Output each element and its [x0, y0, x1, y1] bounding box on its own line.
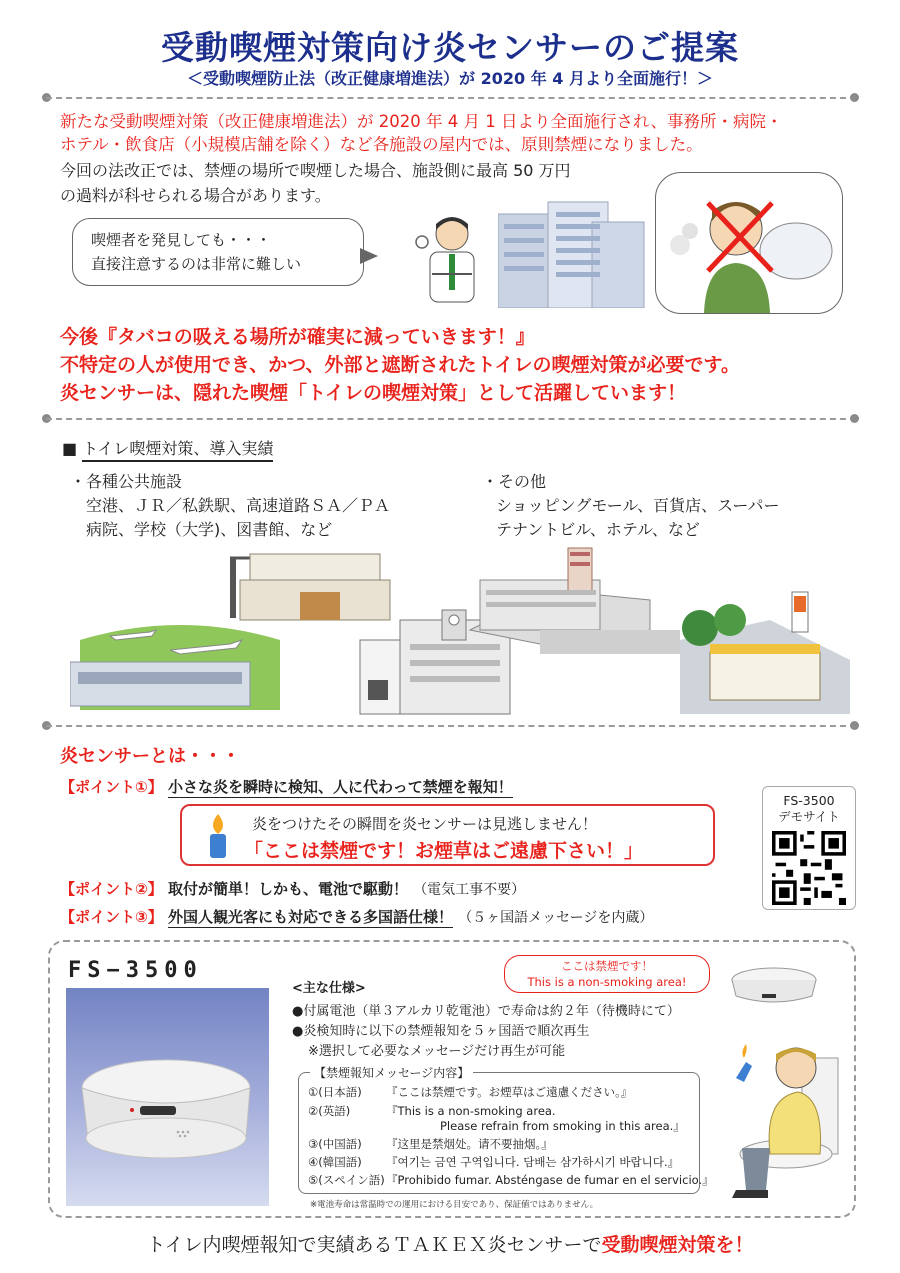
message-lang: ③(中国語) — [308, 1137, 362, 1151]
message-lang: ⑤(スペイン語) — [308, 1173, 385, 1187]
speech-bubble — [72, 218, 364, 286]
track-record-heading — [62, 436, 273, 459]
spec-line: ※選択して必要なメッセージだけ再生が可能 — [308, 1044, 566, 1059]
intro-body-line: 今回の法改正では、禁煙の場所で喫煙した場合、施設側に最高 50 万円 — [60, 161, 571, 180]
point-2-note: （電気工事不要） — [413, 882, 526, 898]
speech-bubble-tail — [360, 248, 378, 264]
public-facilities — [70, 470, 390, 542]
divider-dot — [850, 93, 859, 102]
message-text: 『This is a non-smoking area. — [386, 1104, 556, 1118]
alarm-line-1: 炎をつけたその瞬間を炎センサーは見逃しません！ — [252, 815, 598, 833]
spec-line: ●付属電池（単３アルカリ乾電池）で寿命は約２年（待機時にて） — [292, 1004, 680, 1019]
smoker-crossed-illustration — [656, 173, 842, 313]
other-line: ショッピングモール、百貨店、スーパー — [496, 496, 780, 515]
other-line: テナントビル、ホテル、など — [496, 520, 700, 539]
spec-line: ●炎検知時に以下の禁煙報知を５ヶ国語で順次再生 — [292, 1024, 590, 1039]
product-photo — [66, 988, 269, 1206]
point-1 — [60, 776, 513, 797]
about-heading: 炎センサーとは・・・ — [60, 746, 240, 767]
point-3-label: 【ポイント③】 — [60, 908, 163, 926]
airport-illustration — [70, 625, 280, 710]
divider-dot — [850, 721, 859, 730]
smoke-detector-image — [66, 988, 269, 1206]
divider — [46, 725, 856, 727]
message-text: 『ここは禁煙です。お煙草はご遠慮ください。』 — [386, 1085, 633, 1099]
emphasis-line: 炎センサーは、隠れた喫煙「トイレの喫煙対策」として活躍しています！ — [60, 382, 687, 404]
qr-subtitle: デモサイト — [778, 809, 840, 824]
message-lang: ④(韓国語) — [308, 1155, 362, 1169]
point-3-note: （５ヶ国語メッセージを内蔵） — [458, 910, 654, 926]
facility-illustrations — [70, 540, 850, 720]
point-2 — [60, 878, 525, 899]
message-list-title: 【禁煙報知メッセージ内容】 — [310, 1064, 473, 1081]
divider — [46, 418, 856, 420]
convenience-store-illustration — [680, 592, 850, 714]
public-label: ・各種公共施設 — [70, 472, 183, 491]
toilet-smoker-illustration — [706, 958, 846, 1206]
alert-speech-bubble — [504, 955, 710, 993]
other-facilities — [482, 470, 780, 542]
message-text: 『여기는 금연 구역입니다. 담배는 삼가하시기 바랍니다.』 — [386, 1155, 679, 1169]
speech-line: 喫煙者を発見しても・・・ — [91, 231, 272, 249]
emphasis-line: 今後『タバコの吸える場所が確実に減っていきます！』 — [60, 326, 535, 348]
message-text: 『Prohibido fumar. Absténgase de fumar en el servicio.』 — [386, 1173, 714, 1187]
public-line: 病院、学校（大学)、図書館、など — [86, 520, 333, 539]
spec-title: <主な仕様> — [292, 981, 366, 996]
emphasis-line: 不特定の人が使用でき、かつ、外部と遮断されたトイレの喫煙対策が必要です。 — [60, 354, 741, 376]
intro-lead-line: 新たな受動喫煙対策（改正健康増進法）が 2020 年 4 月 1 日より全面施行され、事務所・病院・ — [60, 112, 783, 131]
alert-line-en: This is a non-smoking area! — [527, 975, 687, 989]
page-title: 受動喫煙対策向け炎センサーのご提案 — [161, 28, 739, 67]
message-text: 『这里是禁烟处。请不要抽烟。』 — [386, 1137, 553, 1151]
intro-lead — [60, 110, 850, 156]
page-subtitle: ＜受動喫煙防止法（改正健康増進法）が 2020 年 4 月より全面施行！＞ — [187, 69, 713, 88]
footer-tagline — [0, 1230, 900, 1257]
intro-body-line: の過料が科せられる場合があります。 — [60, 186, 331, 205]
other-label: ・その他 — [482, 472, 547, 491]
point-3-text: 外国人観光客にも対応できる多国語仕様！ — [167, 908, 453, 926]
point-2-label: 【ポイント②】 — [60, 880, 163, 898]
message-text: Please refrain from smoking in this area.』 — [440, 1119, 685, 1133]
point-2-text: 取付が簡単！しかも、電池で駆動！ — [167, 880, 408, 898]
qr-code-icon[interactable] — [772, 831, 846, 905]
point-1-text: 小さな炎を瞬時に検知、人に代わって禁煙を報知！ — [167, 778, 513, 796]
divider — [46, 97, 856, 99]
alarm-message-box — [180, 804, 715, 866]
product-model: FS−3500 — [68, 958, 203, 983]
qr-title: FS-3500 — [783, 793, 835, 808]
qr-demo-site[interactable] — [762, 786, 856, 910]
footer-text: トイレ内喫煙報知で実績あるＴＡＫＥＸ炎センサーで — [146, 1234, 602, 1256]
office-building-illustration — [498, 200, 646, 308]
divider-dot — [850, 414, 859, 423]
battery-footnote: ※電池寿命は常温時での運用における目安であり、保証値ではありません。 — [310, 1200, 599, 1210]
message-lang: ②(英語) — [308, 1104, 351, 1118]
message-lang: ①(日本語) — [308, 1085, 362, 1099]
point-3 — [60, 906, 653, 927]
lighter-flame-icon — [200, 812, 236, 860]
track-record-heading-text: トイレ喫煙対策、導入実績 — [82, 439, 273, 462]
intro-lead-line: ホテル・飲食店（小規模店舗を除く）など各施設の屋内では、原則禁煙になりました。 — [60, 135, 703, 154]
manager-illustration — [402, 208, 498, 308]
footer-highlight: 受動喫煙対策を！ — [601, 1234, 754, 1256]
point-1-label: 【ポイント①】 — [60, 778, 163, 796]
heading-bullet: ■ — [62, 439, 78, 458]
public-line: 空港、ＪＲ／私鉄駅、高速道路ＳＡ／ＰＡ — [86, 496, 391, 515]
speech-line: 直接注意するのは非常に難しい — [91, 255, 302, 273]
station-illustration — [230, 554, 390, 620]
alarm-line-2: 「ここは禁煙です！お煙草はご遠慮下さい！」 — [244, 840, 644, 862]
alert-line-ja: ここは禁煙です！ — [561, 959, 653, 973]
smoker-thought-bubble — [655, 172, 843, 314]
